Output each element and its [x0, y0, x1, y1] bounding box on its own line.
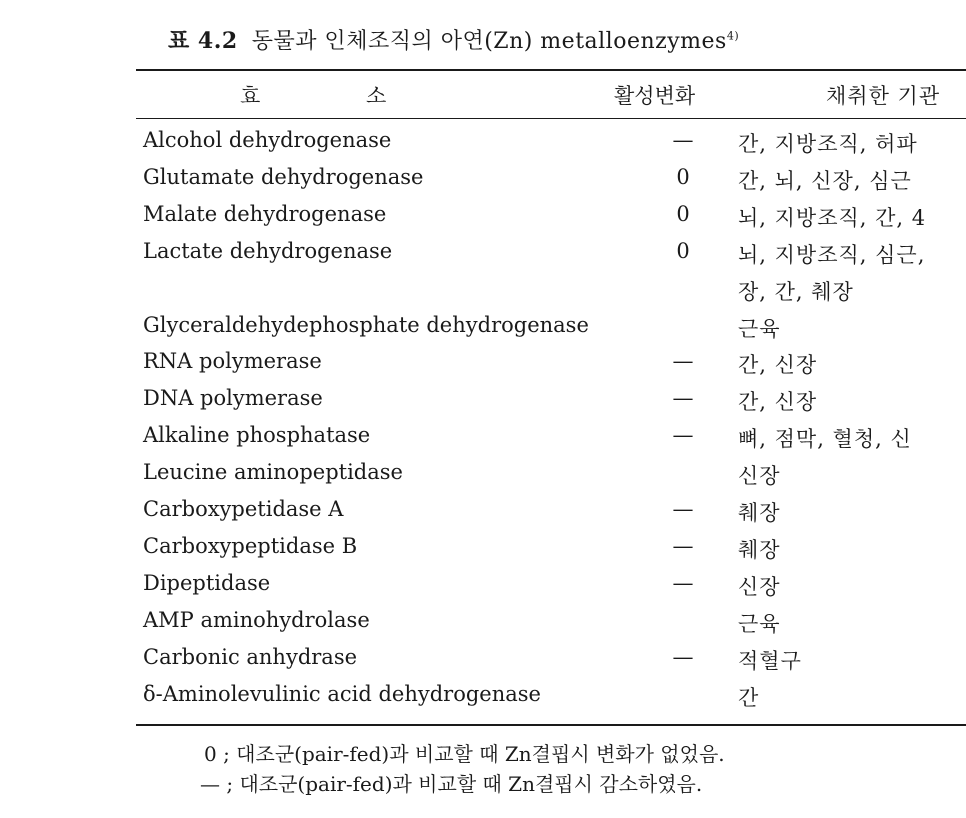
enzyme-cell: Alcohol dehydrogenase	[143, 128, 392, 152]
tissue-cell: 뇌, 지방조직, 간, 4	[738, 205, 927, 230]
activity-cell: —	[672, 644, 694, 669]
tissue-cell: 근육	[738, 611, 781, 636]
activity-cell: 0	[676, 201, 690, 226]
header-enzyme-part1: 효	[240, 84, 261, 108]
activity-cell: 0	[676, 164, 690, 189]
header-tissue: 채취한 기관	[826, 84, 941, 108]
footnote-dash: — ; 대조군(pair-fed)과 비교할 때 Zn결핍시 감소하였음.	[200, 772, 703, 796]
enzyme-cell: Dipeptidase	[143, 570, 271, 595]
tissue-cell: 간, 신장	[738, 353, 818, 378]
tissue-cell: 췌장	[738, 501, 781, 525]
table-row	[0, 423, 966, 459]
table-row	[0, 165, 966, 201]
table-top-rule	[136, 69, 966, 71]
footnote-zero: 0 ; 대조군(pair-fed)과 비교할 때 Zn결핍시 변화가 없었음.	[204, 742, 725, 766]
enzyme-cell: RNA polymerase	[143, 349, 322, 374]
activity-cell: —	[672, 423, 694, 448]
enzyme-cell: δ-Aminolevulinic acid dehydrogenase	[143, 681, 541, 706]
table-row	[0, 239, 966, 275]
header-enzyme-part2: 소	[366, 84, 387, 108]
table-row	[0, 608, 966, 644]
table-row	[0, 682, 966, 718]
table-row	[0, 534, 966, 570]
table-row	[0, 313, 966, 349]
table-title: 동물과 인체조직의 아연(Zn) metalloenzymes	[251, 29, 727, 54]
tissue-cell: 장, 간, 췌장	[738, 279, 854, 304]
enzyme-cell: Lactate dehydrogenase	[143, 238, 393, 263]
activity-cell: —	[672, 128, 694, 152]
activity-cell: —	[672, 349, 694, 374]
activity-cell: —	[672, 497, 694, 521]
tissue-cell: 간, 신장	[738, 390, 818, 415]
table-row	[0, 202, 966, 238]
table-row	[0, 349, 966, 385]
enzyme-cell: Alkaline phosphatase	[143, 423, 371, 448]
tissue-cell: 뇌, 지방조직, 심근,	[738, 242, 926, 267]
table-row	[0, 460, 966, 496]
enzyme-cell: Glutamate dehydrogenase	[143, 164, 424, 189]
enzyme-cell: AMP aminohydrolase	[143, 607, 370, 632]
table-bottom-rule	[136, 724, 966, 726]
table-label: 표 4.2	[168, 28, 238, 54]
tissue-cell: 간	[738, 685, 760, 710]
tissue-cell: 신장	[738, 574, 781, 599]
tissue-cell: 간, 지방조직, 허파	[738, 132, 918, 156]
reference-superscript: 4)	[726, 29, 740, 43]
table-row	[0, 128, 966, 164]
enzyme-cell: Carboxypetidase A	[143, 497, 344, 521]
tissue-cell: 간, 뇌, 신장, 심근	[738, 168, 912, 193]
table-caption	[168, 24, 739, 55]
table-row	[0, 386, 966, 422]
table-row	[0, 571, 966, 607]
table-row	[0, 645, 966, 681]
header-activity: 활성변화	[614, 84, 696, 108]
tissue-cell: 뼈, 점막, 혈청, 신	[738, 427, 912, 452]
enzyme-cell: Glyceraldehydephosphate dehydrogenase	[143, 312, 589, 337]
enzyme-cell: Carbonic anhydrase	[143, 644, 358, 669]
activity-cell: —	[672, 533, 694, 558]
enzyme-cell: Malate dehydrogenase	[143, 201, 387, 226]
tissue-cell: 적혈구	[738, 648, 802, 673]
header-rule	[136, 118, 966, 119]
tissue-cell: 근육	[738, 316, 781, 341]
enzyme-cell: DNA polymerase	[143, 386, 323, 411]
activity-cell: —	[672, 570, 694, 595]
table-row	[0, 276, 966, 312]
table-row	[0, 497, 966, 533]
tissue-cell: 신장	[738, 464, 781, 489]
enzyme-cell: Carboxypeptidase B	[143, 533, 358, 558]
activity-cell: —	[672, 386, 694, 411]
enzyme-cell: Leucine aminopeptidase	[143, 460, 403, 485]
tissue-cell: 췌장	[738, 537, 781, 562]
activity-cell: 0	[676, 238, 690, 263]
